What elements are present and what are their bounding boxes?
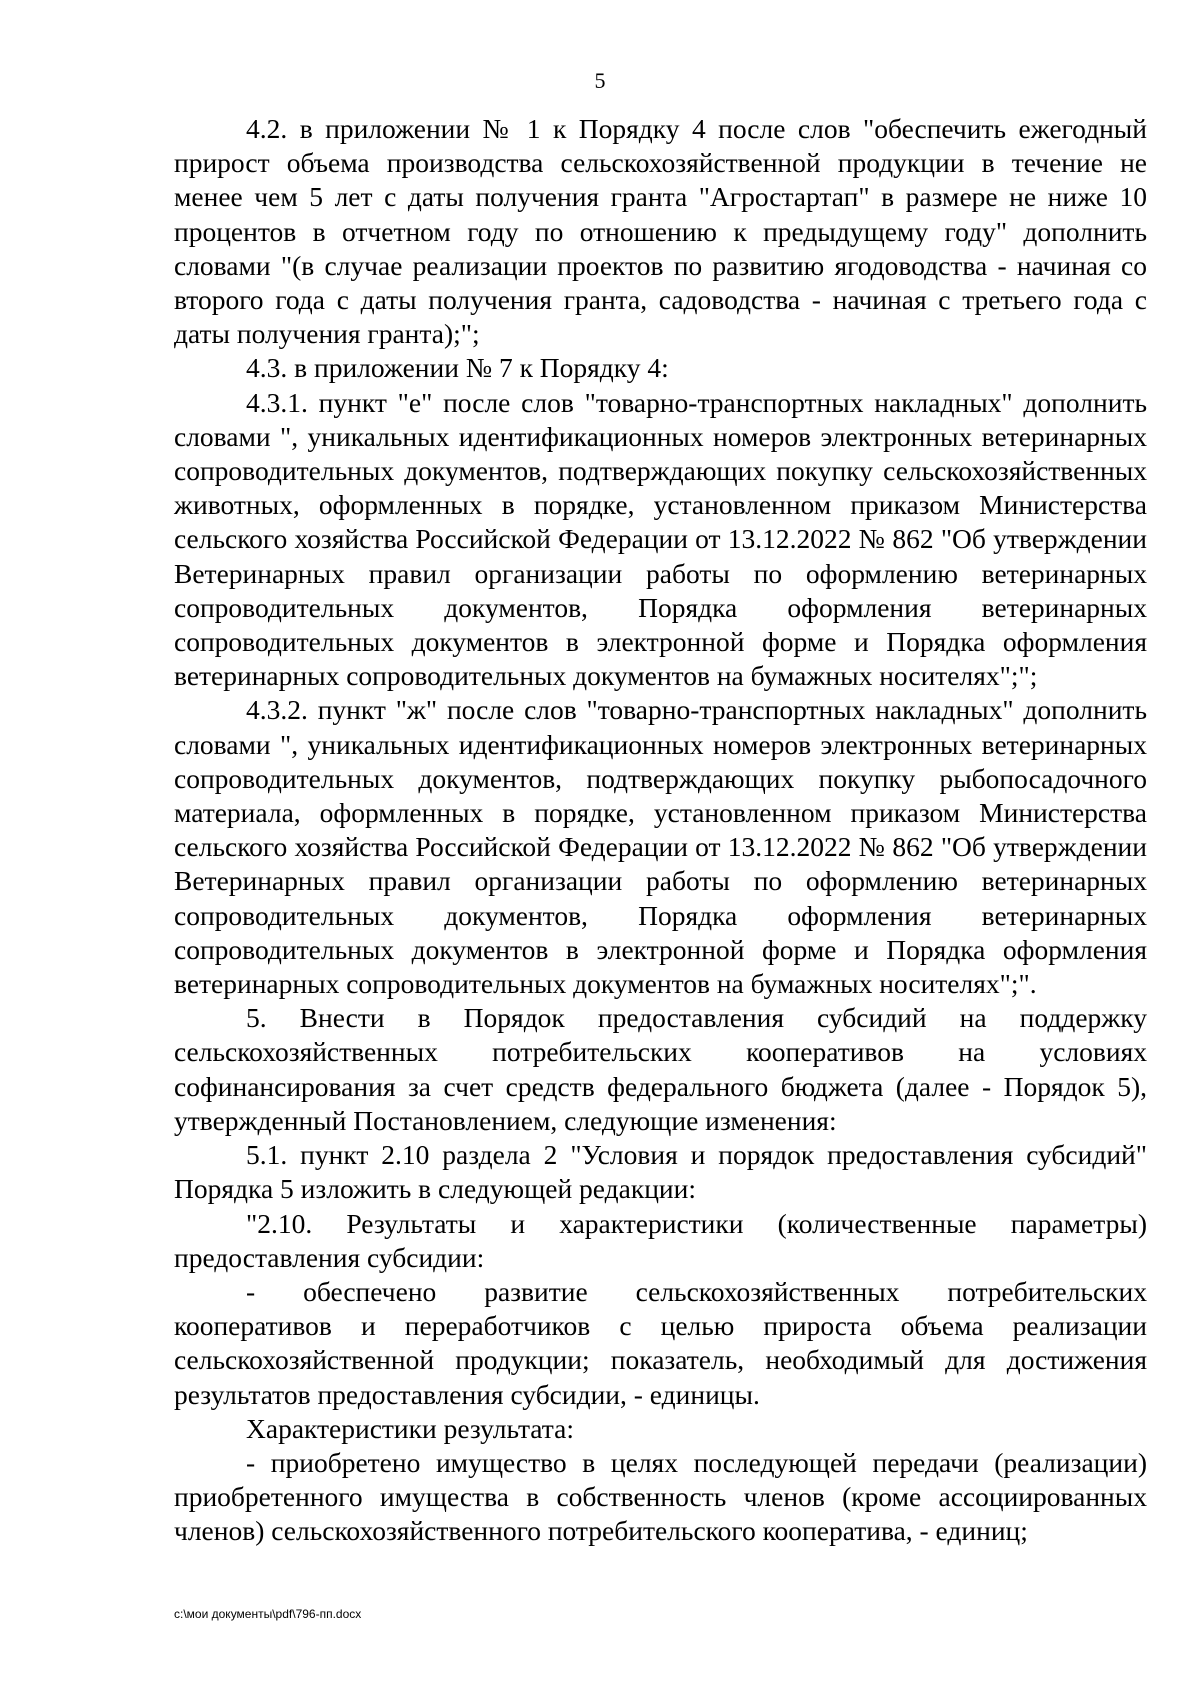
paragraph-4-3-1: 4.3.1. пункт "е" после слов "товарно-транспортных накладных" дополнить словами ", уникальных идентификационных номеров электронных ветеринарных сопроводительных документов, подтверждающих покупку сельскохозяйственных животных, оформленных в порядке, установленном приказом Министерства сельского хозяйства Российской Федерации от 13.12.2022 № 862 "Об утверждении Ветеринарных правил организации работы по оформлению ветеринарных сопроводительных документов, Порядка оформления ветеринарных сопроводительных документов в электронной форме и Порядка оформления ветеринарных сопроводительных документов на бумажных носителях";"; [174, 386, 1147, 692]
paragraph-4-3: 4.3. в приложении № 7 к Порядку 4: [246, 352, 669, 384]
paragraph-characteristics-heading: Характеристики результата: [246, 1412, 574, 1444]
paragraph-result-item: - обеспечено развитие сельскохозяйственных потребительских кооперативов и переработчиков с целью прироста объема реализации сельскохозяйственной продукции; показатель, необходимый для достижения результатов предоставления субсидии, - единицы. [174, 1275, 1147, 1410]
paragraph-characteristic-item: - приобретено имущество в целях последующей передачи (реализации) приобретенного имущества в собственность членов (кроме ассоциированных членов) сельскохозяйственного потребительского кооператива, - единиц; [174, 1446, 1147, 1547]
footer-file-path: c:\мои документы\pdf\796-пп.docx [174, 1607, 362, 1621]
paragraph-5-1: 5.1. пункт 2.10 раздела 2 "Условия и порядок предоставления субсидий" Порядка 5 изложить в следующей редакции: [174, 1139, 1147, 1205]
document-body [174, 112, 1147, 1549]
paragraph-4-3-2: 4.3.2. пункт "ж" после слов "товарно-транспортных накладных" дополнить словами ", уникальных идентификационных номеров электронных ветеринарных сопроводительных документов, подтверждающих покупку рыбопосадочного материала, оформленных в порядке, установленном приказом Министерства сельского хозяйства Российской Федерации от 13.12.2022 № 862 "Об утверждении Ветеринарных правил организации работы по оформлению ветеринарных сопроводительных документов, Порядка оформления ветеринарных сопроводительных документов в электронной форме и Порядка оформления ветеринарных сопроводительных документов на бумажных носителях";". [174, 694, 1147, 1000]
page-number: 5 [594, 68, 606, 93]
paragraph-2-10: "2.10. Результаты и характеристики (количественные параметры) предоставления субсидии: [174, 1207, 1147, 1273]
paragraph-4-2: 4.2. в приложении № 1 к Порядку 4 после слов "обеспечить ежегодный прирост объема производства сельскохозяйственной продукции в течение не менее чем 5 лет с даты получения гранта "Агростартап" в размере не ниже 10 процентов в отчетном году по отношению к предыдущему году" дополнить словами "(в случае реализации проектов по развитию ягодоводства - начиная со второго года с даты получения гранта, садоводства - начиная с третьего года с даты получения гранта);"; [174, 113, 1147, 350]
paragraph-5: 5. Внести в Порядок предоставления субсидий на поддержку сельскохозяйственных потребительских кооперативов на условиях софинансирования за счет средств федерального бюджета (далее - Порядок 5), утвержденный Постановлением, следующие изменения: [174, 1002, 1147, 1136]
